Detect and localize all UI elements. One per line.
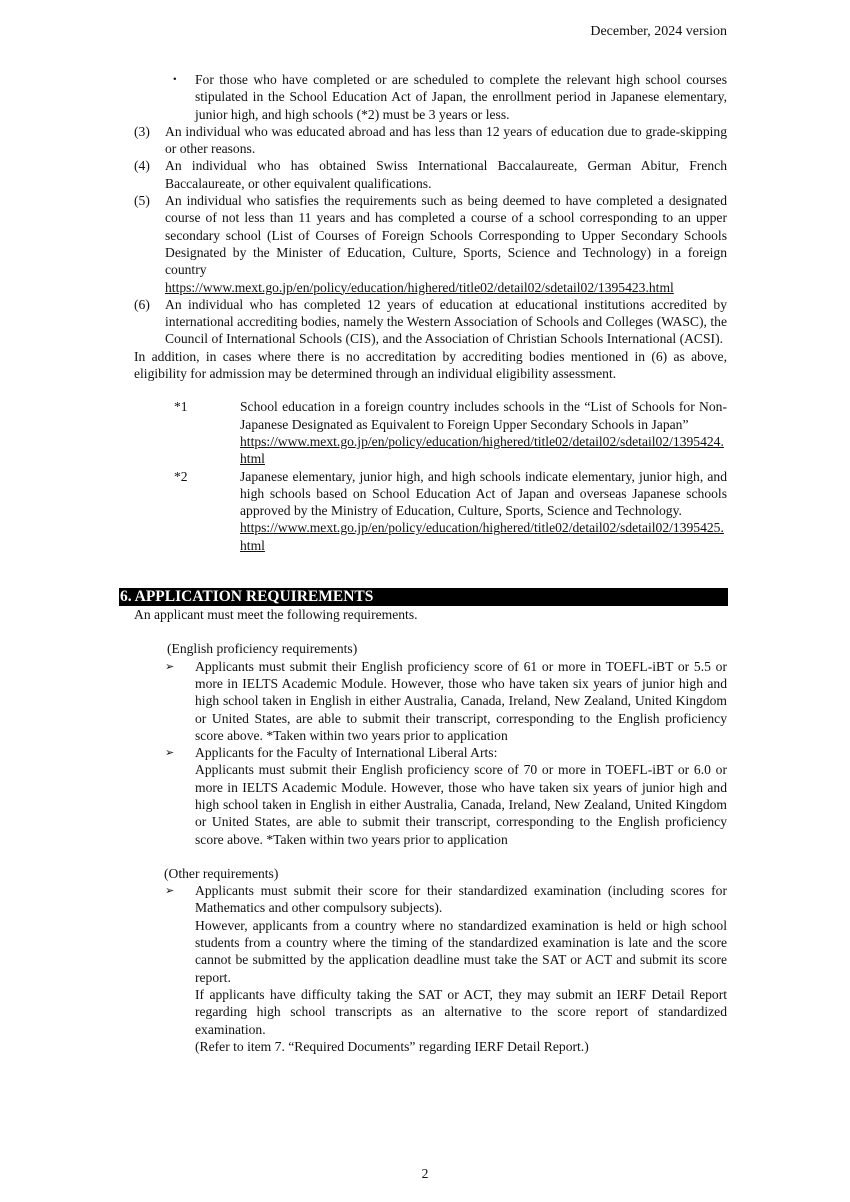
item-number: (5) bbox=[134, 193, 150, 209]
item-text: An individual who satisfies the requirements such as being deemed to have completed a designated course of not less than 11 years and has completed a course of a school corresponding to an upper secondary school (List of Courses of Foreign Schools Corresponding to Upper Secondary Schools Designated by the Minister of Education, Culture, Sports, Science and Technology) in a foreign country bbox=[165, 193, 727, 278]
requirement-item bbox=[134, 744, 727, 848]
footnote-link[interactable]: https://www.mext.go.jp/en/policy/education/highered/title02/detail02/sdetail02/1395424.html bbox=[240, 433, 724, 467]
requirement-text: Applicants must submit their score for their standardized examination (including scores for Mathematics and other compulsory subjects). bbox=[195, 883, 727, 916]
bullet-mark: ・ bbox=[168, 72, 182, 87]
arrow-bullet-icon: ➢ bbox=[165, 884, 175, 898]
footnote-mark: *1 bbox=[174, 399, 188, 415]
bullet-text: For those who have completed or are scheduled to complete the relevant high school courses stipulated in the School Education Act of Japan, the enrollment period in Japanese elementary, junior high, and high schools (*2) must be 3 years or less. bbox=[195, 72, 727, 122]
page-number: 2 bbox=[421, 1166, 429, 1181]
item-number: (4) bbox=[134, 158, 150, 174]
addition-paragraph: In addition, in cases where there is no accreditation by accrediting bodies mentioned in (6) as above, eligibility for admission may be determined through an individual eligibility assessment. bbox=[134, 348, 727, 382]
bullet-japanese-enrollment bbox=[134, 71, 727, 123]
footnote-link[interactable]: https://www.mext.go.jp/en/policy/education/highered/title02/detail02/sdetail02/1395425.html bbox=[240, 520, 724, 553]
item-text: An individual who was educated abroad and has less than 12 years of education due to grade-skipping or other reasons. bbox=[165, 123, 727, 157]
requirement-text: Applicants for the Faculty of International Liberal Arts: bbox=[195, 745, 498, 761]
document-version: December, 2024 version bbox=[590, 24, 727, 39]
item-text: An individual who has completed 12 years of education at educational institutions accredited by international accrediting bodies, namely the Western Association of Schools and Colleges (WASC), the Council of International Schools (CIS), and the Association of Christian Schools International (ACSI). bbox=[165, 296, 727, 347]
footnote-item bbox=[134, 468, 727, 554]
item-link[interactable]: https://www.mext.go.jp/en/policy/education/highered/title02/detail02/sdetail02/1395423.html bbox=[165, 279, 674, 295]
item-number: (3) bbox=[134, 123, 150, 139]
arrow-bullet-icon: ➢ bbox=[165, 746, 175, 760]
section-6-intro: An applicant must meet the following requirements. bbox=[134, 607, 418, 623]
requirement-text: Applicants must submit their English proficiency score of 70 or more in TOEFL-iBT or 6.0 or more in IELTS Academic Module. However, those who have taken six years of junior high and high school taken in English in either Australia, Canada, Ireland, New Zealand, United Kingdom or United States, are able to submit their transcript, corresponding to the English proficiency score above. *Taken within two years prior to application bbox=[195, 762, 727, 847]
item-text: An individual who has obtained Swiss International Baccalaureate, German Abitur, French Baccalaureate, or other equivalent qualifications. bbox=[165, 158, 727, 191]
english-requirements-heading: (English proficiency requirements) bbox=[167, 641, 358, 657]
footnote-text: School education in a foreign country includes schools in the “List of Schools for Non-Japanese Designated as Equivalent to Foreign Upper Secondary Schools in Japan” bbox=[240, 399, 727, 432]
requirement-text: However, applicants from a country where no standardized examination is held or high school students from a country where the timing of the standardized examination is late and the score cannot be submitted by the application deadline must take the SAT or ACT and submit its score report. bbox=[195, 917, 727, 985]
numbered-item bbox=[134, 192, 727, 296]
requirement-text: Applicants must submit their English proficiency score of 61 or more in TOEFL-iBT or 5.5 or more in IELTS Academic Module. However, those who have taken six years of junior high and high school taken in English in either Australia, Canada, Ireland, New Zealand, United Kingdom or United States, are able to submit their transcript, corresponding to the English proficiency score above. *Taken within two years prior to application bbox=[195, 658, 727, 743]
eligibility-numbered-list bbox=[134, 123, 727, 348]
numbered-item bbox=[134, 123, 727, 158]
other-requirements-heading: (Other requirements) bbox=[164, 865, 279, 881]
requirement-text: If applicants have difficulty taking the SAT or ACT, they may submit an IERF Detail Report regarding high school transcripts as an alternative to the score report of standardized examination. bbox=[195, 986, 727, 1037]
other-requirements-list bbox=[134, 882, 727, 1055]
arrow-bullet-icon: ➢ bbox=[165, 659, 175, 673]
section-6-title: 6. APPLICATION REQUIREMENTS bbox=[119, 588, 728, 606]
requirement-item bbox=[134, 658, 727, 744]
footnote-item bbox=[134, 398, 727, 467]
requirement-item bbox=[134, 882, 727, 1055]
footnotes-list bbox=[134, 398, 727, 554]
page-content bbox=[120, 71, 727, 1055]
footnote-text: Japanese elementary, junior high, and high schools indicate elementary, junior high, and high schools based on School Education Act of Japan and overseas Japanese schools approved by the Ministry of Education, Culture, Sports, Science and Technology. bbox=[240, 468, 727, 519]
numbered-item bbox=[134, 157, 727, 192]
numbered-item bbox=[134, 296, 727, 348]
english-requirements-list bbox=[134, 658, 727, 848]
requirement-text: (Refer to item 7. “Required Documents” regarding IERF Detail Report.) bbox=[195, 1038, 589, 1054]
item-number: (6) bbox=[134, 296, 150, 312]
footnote-mark: *2 bbox=[174, 468, 188, 484]
